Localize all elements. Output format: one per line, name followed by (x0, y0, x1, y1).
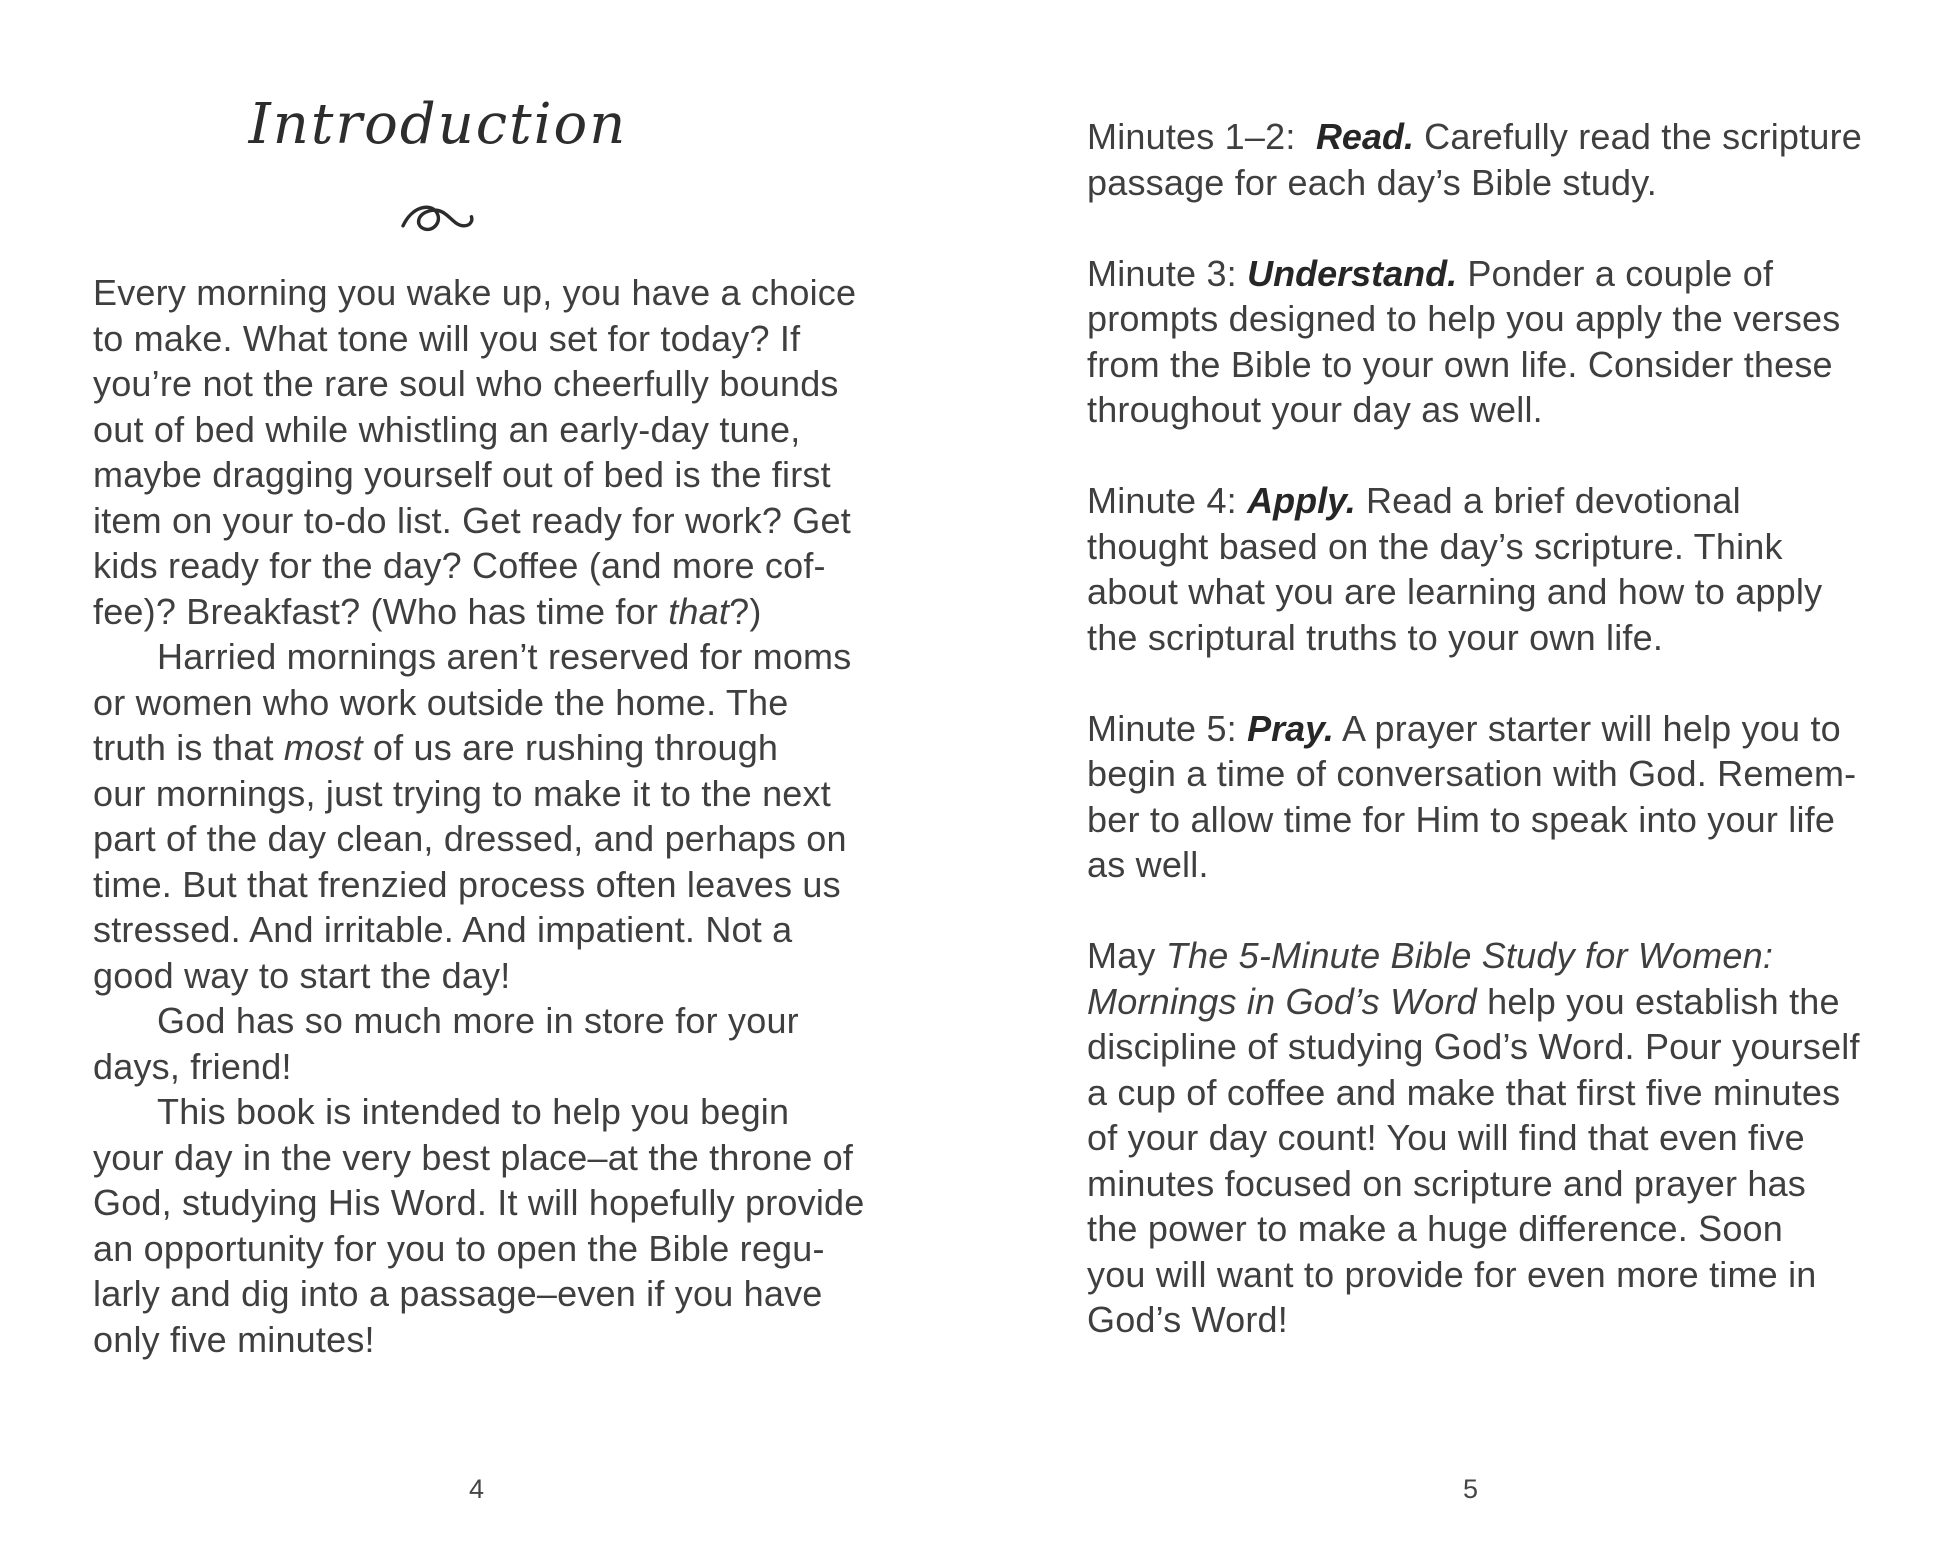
text-line (1087, 706, 1877, 752)
text-line (93, 998, 883, 1044)
text-run: item on your to-do list. Get ready for work? Get (93, 499, 851, 541)
text-run: Ponder a couple of (1457, 252, 1774, 294)
text-run: out of bed while whistling an early-day tune, (93, 408, 801, 450)
text-line (93, 816, 883, 862)
text-run: good way to start the day! (93, 954, 511, 996)
text-run: days, friend! (93, 1045, 292, 1087)
text-run: A prayer starter will help you to (1333, 707, 1841, 749)
text-run: Minute 4: (1087, 480, 1248, 521)
text-run: ber to allow time for Him to speak into your life (1087, 798, 1836, 840)
text-line (1087, 751, 1877, 797)
paragraph (1087, 706, 1877, 888)
text-run: the scriptural truths to your own life. (1087, 616, 1664, 658)
text-run: truth is that (93, 727, 284, 768)
text-line (1087, 797, 1877, 843)
text-run: Apply. (1247, 480, 1356, 521)
paragraph (1087, 478, 1877, 660)
text-run: your day in the very best place–at the throne of (93, 1136, 854, 1178)
text-run: a cup of coffee and make that first five minutes (1087, 1071, 1841, 1113)
text-line (93, 862, 883, 908)
text-line (1087, 1252, 1877, 1298)
text-run: fee)? Breakfast? (Who has time for (93, 590, 669, 632)
text-run: you will want to provide for even more time in (1087, 1253, 1817, 1295)
text-line (93, 361, 883, 407)
text-line (1087, 1161, 1877, 1207)
text-run: throughout your day as well. (1087, 389, 1543, 430)
text-line (93, 634, 883, 680)
text-run: God’s Word! (1087, 1299, 1288, 1340)
text-run: part of the day clean, dressed, and perhaps on (93, 818, 847, 859)
text-line (93, 771, 883, 817)
text-line (93, 1089, 883, 1135)
paragraph (93, 634, 883, 998)
text-line (1087, 1115, 1877, 1161)
text-line (1087, 387, 1877, 433)
text-run: stressed. And irritable. And impatient. Not a (93, 909, 793, 950)
paragraph (1087, 114, 1877, 205)
text-line (93, 452, 883, 498)
text-run: Minute 5: (1087, 707, 1248, 749)
text-run: Every morning you wake up, you have a choice (93, 272, 857, 313)
text-line (1087, 296, 1877, 342)
text-run: Pray. (1247, 707, 1334, 749)
paragraph (93, 1089, 883, 1362)
text-run: help you establish the (1476, 980, 1840, 1022)
paragraph (1087, 251, 1877, 433)
text-line (93, 1044, 883, 1090)
text-line (93, 407, 883, 453)
text-run: the power to make a huge difference. Soon (1087, 1208, 1783, 1249)
text-line (93, 1180, 883, 1226)
text-run: of us are rushing through (362, 727, 779, 768)
text-line (1087, 478, 1877, 524)
text-line (93, 1271, 883, 1317)
text-run: begin a time of conversation with God. Remem- (1087, 753, 1857, 794)
text-line (93, 907, 883, 953)
text-run: Understand. (1247, 252, 1458, 294)
text-run: Minutes 1–2: (1087, 116, 1316, 157)
text-line (1087, 114, 1877, 160)
text-line (1087, 160, 1877, 206)
left-page-number: 4 (468, 1474, 485, 1504)
text-line (1087, 933, 1877, 979)
text-run: discipline of studying God’s Word. Pour yourself (1087, 1026, 1860, 1067)
text-line (93, 1317, 883, 1363)
text-run: Read a brief devotional (1355, 480, 1741, 521)
text-line (1087, 1024, 1877, 1070)
text-line (93, 1226, 883, 1272)
text-line (1087, 1070, 1877, 1116)
text-line (1087, 251, 1877, 297)
paragraph (93, 998, 883, 1089)
text-run: prompts designed to help you apply the verses (1087, 298, 1841, 339)
text-run: Read. (1315, 116, 1414, 157)
text-line (1087, 342, 1877, 388)
text-line (1087, 524, 1877, 570)
text-line (93, 1135, 883, 1181)
ornament-wrap (93, 198, 783, 245)
right-page-number: 5 (1462, 1474, 1479, 1504)
right-page-body (1087, 114, 1877, 1343)
text-run: passage for each day’s Bible study. (1087, 161, 1658, 203)
text-line (93, 316, 883, 362)
text-line (93, 589, 883, 635)
text-run: May (1087, 935, 1166, 976)
text-run: maybe dragging yourself out of bed is the first (93, 454, 831, 495)
text-run: most (283, 727, 363, 768)
text-line (93, 270, 883, 316)
chapter-title: Introduction (248, 92, 628, 157)
text-run: an opportunity for you to open the Bible regu- (93, 1227, 825, 1269)
text-run: about what you are learning and how to apply (1087, 571, 1823, 612)
text-line (93, 953, 883, 999)
left-page-body (93, 270, 883, 1362)
text-run: God, studying His Word. It will hopefully provide (93, 1182, 865, 1223)
text-run: as well. (1087, 844, 1209, 885)
text-line (93, 680, 883, 726)
text-run: you’re not the rare soul who cheerfully bounds (93, 363, 839, 404)
text-run: time. But that frenzied process often leaves us (93, 863, 841, 905)
text-run: The 5-Minute Bible Study for Women: (1165, 935, 1774, 976)
paragraph (93, 270, 883, 634)
text-run: Minute 3: (1087, 252, 1248, 294)
text-run: or women who work outside the home. The (93, 681, 789, 723)
text-run: Harried mornings aren’t reserved for moms (157, 636, 852, 677)
text-line (1087, 842, 1877, 888)
text-run: from the Bible to your own life. Consider these (1087, 343, 1833, 385)
text-line (1087, 1297, 1877, 1343)
text-line (93, 725, 883, 771)
text-run: of your day count! You will find that even five (1087, 1117, 1805, 1158)
text-run: to make. What tone will you set for today? If (93, 317, 801, 359)
calligraphic-flourish-icon (400, 198, 476, 245)
text-line (93, 543, 883, 589)
text-run: Mornings in God’s Word (1087, 980, 1477, 1022)
text-line (93, 498, 883, 544)
text-line (1087, 1206, 1877, 1252)
text-run: our mornings, just trying to make it to the next (93, 772, 831, 814)
text-run: God has so much more in store for your (157, 1000, 799, 1041)
text-run: larly and dig into a passage–even if you have (93, 1273, 823, 1314)
text-line (1087, 569, 1877, 615)
text-run: This book is intended to help you begin (157, 1091, 790, 1132)
text-run: ?) (729, 590, 762, 632)
text-run: kids ready for the day? Coffee (and more cof- (93, 545, 826, 586)
text-run: minutes focused on scripture and prayer has (1087, 1162, 1806, 1204)
text-run: Carefully read the scripture (1413, 116, 1862, 157)
text-run: thought based on the day’s scripture. Think (1087, 525, 1783, 567)
text-run: only five minutes! (93, 1318, 375, 1360)
text-line (1087, 615, 1877, 661)
text-line (1087, 979, 1877, 1025)
text-run: that (668, 590, 730, 632)
paragraph (1087, 933, 1877, 1343)
